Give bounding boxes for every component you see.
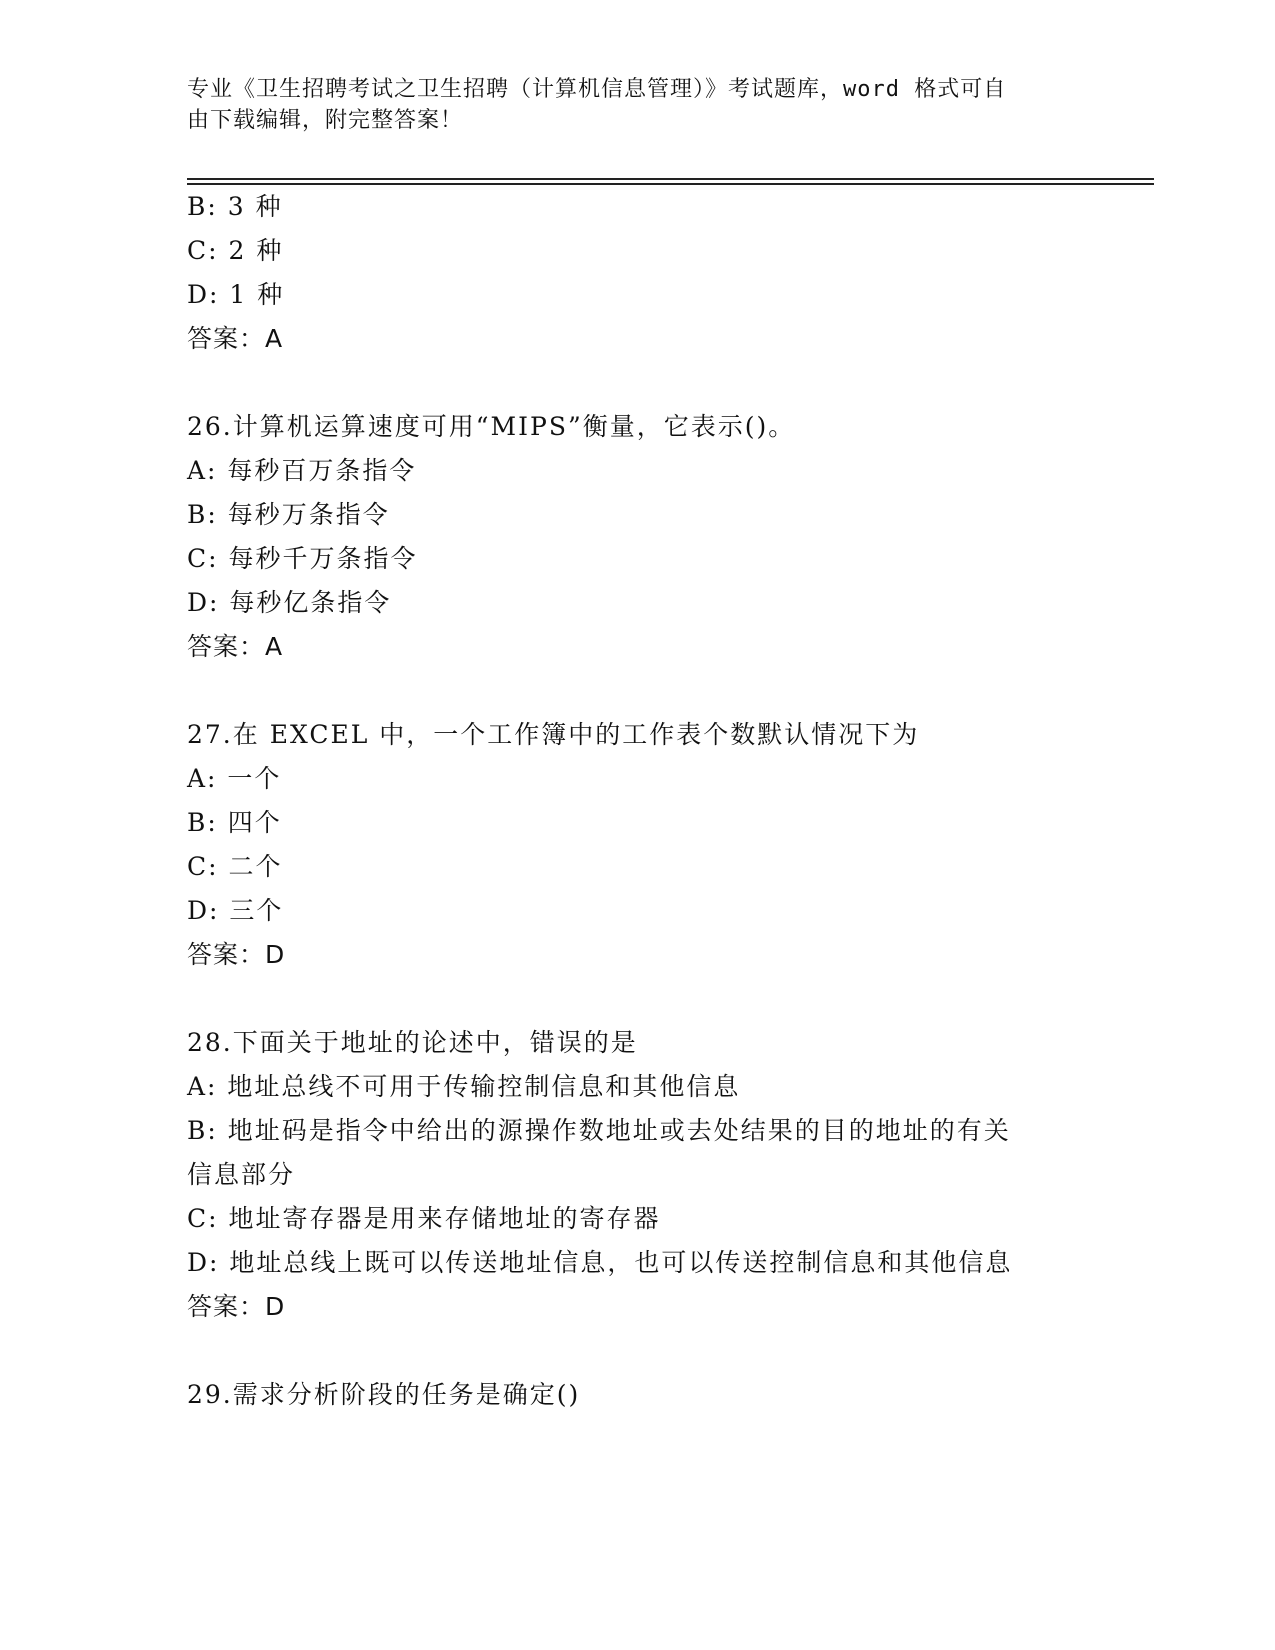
- q28-option-c: C: 地址寄存器是用来存储地址的寄存器: [187, 1204, 661, 1233]
- header-divider-top: [187, 178, 1154, 180]
- q25-answer: 答案：A: [187, 324, 284, 353]
- q26-answer: 答案：A: [187, 632, 284, 661]
- q28-option-a: A: 地址总线不可用于传输控制信息和其他信息: [187, 1072, 741, 1101]
- q28-option-b-line-2: 信息部分: [187, 1160, 296, 1189]
- q27-option-a: A: 一个: [187, 764, 282, 793]
- q26-option-b: B: 每秒万条指令: [187, 500, 390, 529]
- q26-question: 26.计算机运算速度可用“MIPS”衡量，它表示()。: [187, 412, 796, 441]
- q28-option-d: D: 地址总线上既可以传送地址信息，也可以传送控制信息和其他信息: [187, 1248, 1013, 1277]
- q25-option-d: D: 1 种: [187, 280, 285, 309]
- q25-option-c: C: 2 种: [187, 236, 284, 265]
- q26-option-d: D: 每秒亿条指令: [187, 588, 392, 617]
- q26-option-c: C: 每秒千万条指令: [187, 544, 418, 573]
- q28-answer: 答案：D: [187, 1292, 286, 1321]
- q27-option-d: D: 三个: [187, 896, 284, 925]
- header-divider-bottom: [187, 183, 1154, 185]
- q29-question: 29.需求分析阶段的任务是确定(): [187, 1380, 581, 1409]
- q27-option-b: B: 四个: [187, 808, 282, 837]
- q27-question: 27.在 EXCEL 中，一个工作簿中的工作表个数默认情况下为: [187, 720, 920, 749]
- q26-option-a: A: 每秒百万条指令: [187, 456, 417, 485]
- q28-question: 28.下面关于地址的论述中，错误的是: [187, 1028, 638, 1057]
- q28-option-b-line-1: B: 地址码是指令中给出的源操作数地址或去处结果的目的地址的有关: [187, 1116, 1011, 1145]
- q27-answer: 答案：D: [187, 940, 286, 969]
- header-line-2: 由下载编辑，附完整答案！: [187, 108, 464, 133]
- document-header: [187, 74, 1087, 136]
- header-line-1: 专业《卫生招聘考试之卫生招聘（计算机信息管理）》考试题库，word 格式可自: [187, 77, 1007, 102]
- q25-option-b: B: 3 种: [187, 192, 283, 221]
- q27-option-c: C: 二个: [187, 852, 283, 881]
